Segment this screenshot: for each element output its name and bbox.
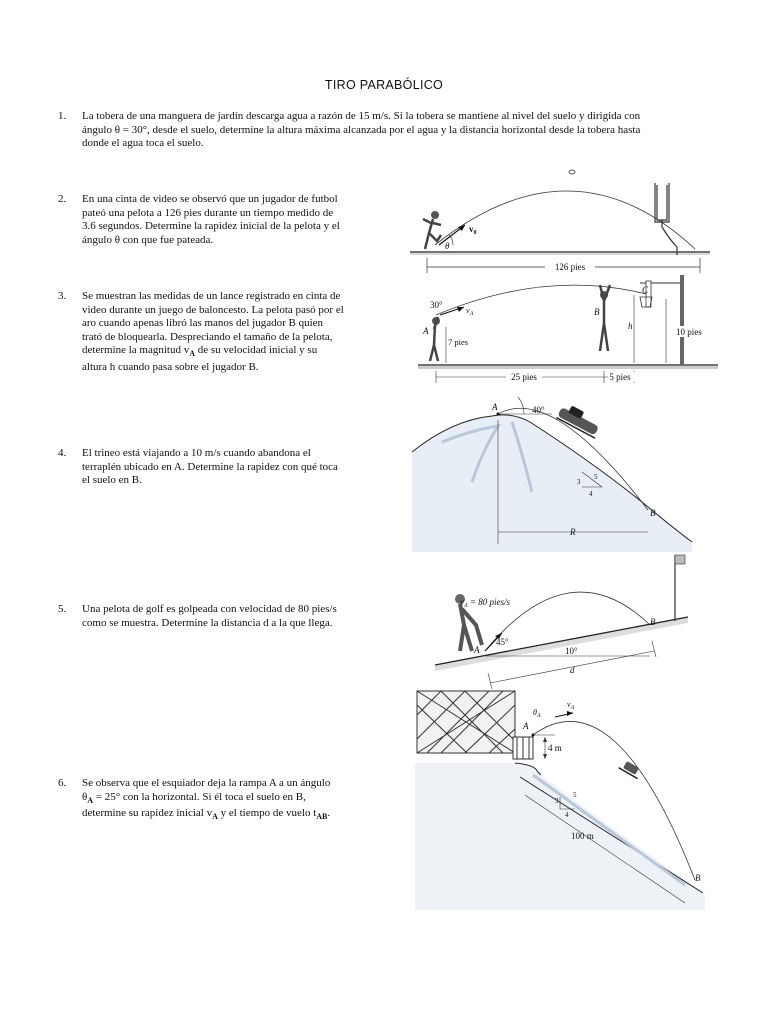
theta-label: θ	[445, 241, 450, 251]
problem-5-line: como se muestra. Determine la distancia d a la que llega.	[82, 616, 333, 629]
basketball-figure	[418, 273, 718, 388]
problem-2-line: pateó una pelota a 126 pies durante un tiempo medido de	[82, 206, 334, 219]
problem-1-line: ángulo θ = 30°, desde el suelo, determine la altura máxima alcanzada por el agua y la distancia horizontal desde la tobera hasta	[82, 123, 641, 136]
label-a: A	[474, 645, 480, 655]
problem-3-line	[82, 344, 392, 361]
problem-4-number: 4.	[58, 447, 67, 459]
problem-5-text	[82, 603, 402, 630]
problem-6-line-tail: = 25° con la horizontal. Si él toca el suelo en B,	[93, 790, 306, 803]
v0-label: $v_0$	[469, 224, 477, 236]
problem-6-text	[82, 777, 392, 824]
ramp-tower-icon	[417, 691, 533, 759]
r-label: R	[570, 527, 576, 537]
problem-2-line: ángulo θ con que fue pateada.	[82, 233, 214, 246]
problem-1-line: La tobera de una manguera de jardín descarga agua a razón de 15 m/s. Si la tobera se mantiene al nivel del suelo y dirigida con	[82, 110, 641, 122]
problem-3-line-tail: de su velocidad inicial y su	[195, 344, 318, 356]
problem-6-line-mid: y el tiempo de vuelo t	[217, 807, 317, 820]
problem-3-line: altura h cuando pasa sobre el jugador B.	[82, 360, 259, 373]
subscript-a: A	[87, 795, 94, 805]
label-b: B	[594, 307, 600, 317]
label-b: B	[650, 617, 656, 627]
player-icon	[423, 211, 441, 249]
problem-2-line: 3.6 segundos. Determine la rapidez inicial de la pelota y el	[82, 220, 340, 232]
problem-6-line	[82, 807, 392, 824]
label-a: A	[523, 721, 529, 731]
ski-jump-figure	[415, 685, 715, 910]
player-b-icon	[600, 285, 610, 351]
problem-1-line: donde el agua toca el suelo.	[82, 137, 204, 149]
page-title: TIRO PARABÓLICO	[324, 78, 444, 92]
subscript-a: A	[212, 812, 218, 822]
problem-3-line: Se muestran las medidas de un lance registrado en cinta de	[82, 290, 341, 302]
ball-icon	[569, 170, 575, 174]
goal-post-icon	[655, 183, 677, 255]
problem-3-line: trató de bloquearla. Despreciando el tamaño de la pelota,	[82, 330, 333, 343]
angle-label: 30°	[430, 300, 443, 310]
angle-10-label: 10°	[565, 646, 578, 656]
golf-figure	[430, 553, 700, 693]
label-b: B	[695, 873, 701, 883]
slope-5-label: 5	[594, 473, 598, 481]
problem-3-line: aro cuando apenas libró las manos del jugador B quien	[82, 317, 324, 329]
theta-symbol: θ	[82, 790, 88, 803]
problem-4-line: el suelo en B.	[82, 474, 142, 486]
player-a-icon	[430, 317, 440, 361]
distance-25-label: 25 pies	[511, 372, 537, 382]
angle-45-label: 45°	[496, 637, 509, 647]
sled-icon	[556, 402, 603, 439]
problem-3-number: 3.	[58, 290, 67, 302]
problem-6-line: Se observa que el esquiador deja la rampa A a un ángulo	[82, 777, 331, 789]
subscript-ab: AB	[316, 812, 328, 822]
height-7-label: 7 pies	[448, 337, 469, 347]
slope-3-label: 3	[577, 478, 581, 486]
problem-2-line: En una cinta de video se observó que un jugador de futbol	[82, 193, 338, 205]
sled-figure	[412, 392, 712, 552]
distance-5-label: 5 pies	[609, 372, 631, 382]
problem-4-text	[82, 447, 392, 488]
slope-5-label: 5	[573, 791, 577, 799]
problem-6-line	[82, 791, 392, 808]
problem-3-text	[82, 290, 392, 374]
problem-5-number: 5.	[58, 603, 67, 615]
label-b: B	[650, 508, 656, 518]
subscript-a: A	[189, 349, 195, 359]
angle-40-label: 40°	[532, 405, 545, 415]
ball-trajectory	[435, 191, 695, 249]
soccer-figure	[405, 165, 715, 277]
theta-a-label: $\theta_A$	[533, 708, 541, 719]
distance-100-label: 100 m	[571, 831, 594, 841]
d-label: d	[570, 665, 575, 675]
problem-2-number: 2.	[58, 193, 67, 205]
problem-1-text	[82, 110, 732, 151]
slope-4-label: 4	[565, 811, 569, 819]
slope-4-label: 4	[589, 490, 593, 498]
problem-6-number: 6.	[58, 777, 67, 789]
distance-label: 126 pies	[554, 262, 586, 272]
height-10-label: 10 pies	[676, 327, 702, 337]
flag-icon	[675, 555, 685, 621]
problem-1-number: 1.	[58, 110, 67, 122]
h-label: h	[628, 321, 633, 331]
problem-3-line-head: determine la magnitud v	[82, 344, 190, 356]
label-c: C	[642, 285, 649, 295]
va-label: $v_A = 80$ pies/s	[460, 597, 510, 609]
problem-4-line: El trineo está viajando a 10 m/s cuando abandona el	[82, 447, 311, 459]
va-label: $v_A$	[466, 306, 474, 317]
problem-4-line: terraplén ubicado en A. Determine la rapidez con qué toca	[82, 460, 338, 473]
problem-2-text	[82, 193, 392, 247]
problem-6-line-head: determine su rapidez inicial v	[82, 807, 213, 820]
problem-6-line-end: .	[327, 807, 331, 820]
slope-3-label: 3	[555, 797, 559, 805]
height-4-label: 4 m	[548, 743, 562, 753]
label-a: A	[423, 326, 429, 336]
label-a: A	[492, 402, 498, 412]
problem-5-line: Una pelota de golf es golpeada con velocidad de 80 pies/s	[82, 603, 337, 615]
problem-3-line: video durante un juego de baloncesto. La pelota pasó por el	[82, 303, 344, 316]
va-label: $v_A$	[567, 700, 575, 711]
